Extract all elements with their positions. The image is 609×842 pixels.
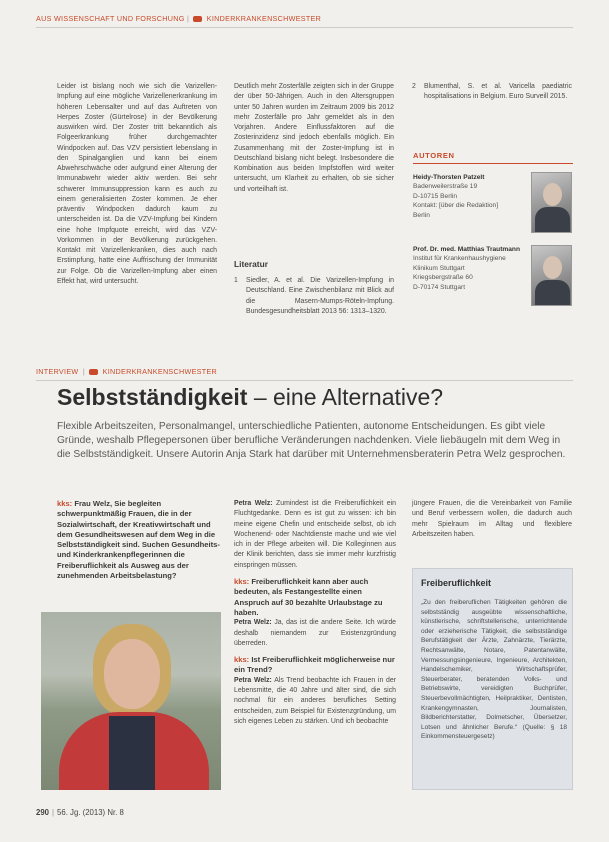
answer-text: Als Trend beobachte ich Frauen in der Lebensmitte, die 40 Jahre und älter sind, die sich nochmal für ein anderes berufliches Setting entscheiden, zum Beispiel für Existenzgründung, um sich eigenes Leben zu stärken. Und ich beobachte — [234, 676, 396, 725]
literature-list — [234, 276, 394, 317]
author-2-address-line: D-70174 Stuttgart — [413, 283, 466, 291]
author-1-photo — [531, 172, 572, 233]
author-2 — [413, 245, 523, 292]
journal-issue: 56. Jg. (2013) Nr. 8 — [57, 808, 124, 817]
author-1-city: Berlin — [413, 211, 430, 219]
stethoscope-icon — [89, 369, 98, 375]
article-column-2: Deutlich mehr Zosterfälle zeigten sich in der Gruppe der über 50-Jährigen. Auch in den Altersgruppen unter 50 Jahren wurden im Zeitraum 2009 bis 2012 mehr Zosterfälle pro Jahr gemeldet als in den Vorjahren. Andere Einflussfaktoren auf die Zosterinzidenz sind jedoch ebenfalls möglich. Ein Zusammenhang mit der Zoster-Impfung ist in Deutschland bislang nicht belegt. Insbesondere die Kombination aus beiden Impfstoffen wird weiter untersucht, um Klarheit zu erhalten, ob sie sicher und vorteilhaft ist. — [234, 83, 394, 193]
reference-text: Blumenthal, S. et al. Varicella paediatric hospitalisations in Belgium. Euro Surveill 2015. — [424, 83, 572, 101]
reference-list — [412, 82, 572, 103]
reference-number: 2 — [412, 83, 416, 90]
answer-3 — [234, 676, 396, 727]
info-box — [412, 568, 573, 790]
question-text: Freiberuflichkeit kann aber auch bedeuten, als Festangestellte einen Anspruch auf 30 bezahlte Urlaubstage zu haben. — [234, 577, 383, 617]
answer-speaker: Petra Welz: — [234, 619, 272, 627]
question-text: Frau Welz, Sie begleiten schwerpunktmäßig Frauen, die in der Sozialwirtschaft, der Kreativwirtschaft und dem Gesundheitswesen auf dem Weg in die Selbstständigkeit sind. Suchen Gesundheits- und Kinderkrankenpflegerinnen die Freiberuflichkeit als Ausweg aus der zunehmenden Arbeitsbelastung? — [57, 499, 220, 581]
title-rest: – eine Alternative? — [247, 384, 444, 410]
header-section: AUS WISSENSCHAFT UND FORSCHUNG — [36, 14, 185, 23]
answer-speaker: Petra Welz: — [234, 500, 273, 507]
answer-1 — [234, 499, 396, 571]
question-speaker: kks: — [234, 577, 250, 587]
interview-column-1 — [57, 499, 221, 581]
answer-3-continued: jüngere Frauen, die die Vereinbarkeit von Familie und Beruf verbessern wollen, die dadurch auch mehr Spielraum im Alltag und flexiblere Arbeitszeiten haben. — [412, 500, 572, 538]
interviewee-photo — [41, 612, 221, 790]
section-label — [36, 367, 573, 379]
title-bold: Selbstständigkeit — [57, 384, 248, 410]
question-2 — [234, 577, 396, 618]
section-rule — [36, 380, 573, 381]
literature-item — [234, 276, 394, 317]
literature-heading: Literatur — [234, 259, 268, 269]
header-rule — [36, 27, 573, 28]
article-column-1: Leider ist bislang noch wie sich die Varizellen-Impfung auf eine mögliche Varizellenerkrankung im höheren Lebensalter und auf das Auftreten von Herpes Zoster (Gürtelrose) in der Bevölkerung auswirken wird. Der Zoster tritt bekanntlich als Folgeerkrankung früher durchgemachter Windpocken auf. Das VZV persistiert lebenslang in den Spinalganglien und kann bei einem Abwehrschwäche oder aufgrund einer Alterung der Immunabwehr wieder aktiv werden. Bei sehr schwerer Immunsuppression kann es auch zu einem generalisierten Zoster kommen. Je eher präventiv Windpocken dadurch kaum zu unterscheiden ist. Da die VZV-Impfung bei Kindern eine hohe Impfquote erreicht, wird das VZV-Vorkommen in der Bevölkerung zurückgehen. Kontakt mit Varizellenkranken, dies auch nach Erstimpfung, hatte eine Auffrischung der Immunität zur Folge. Ob die Varizellen-Impfung aber einen Effekt hat, wird untersucht. — [57, 83, 217, 285]
question-speaker: kks: — [234, 655, 250, 665]
info-box-text: „Zu den freiberuflichen Tätigkeiten gehören die selbstständig ausgeübte wissenschaftliche, künstlerische, schriftstellerische, unterrichtende oder erzieherische Tätigkeit, die selbstständige Berufstätigkeit der Ärzte, Zahnärzte, Tierärzte, Rechtsanwälte, Notare, Patentanwälte, Vermessungsingenieure, Ingenieure, Architekten, Handelschemiker, Wirtschaftsprüfer, Steuerberater, beratenden Volks- und Betriebswirte, vereidigten Buchprüfer, Steuerbevollmächtigten, Heilpraktiker, Dentisten, Krankengymnasten, Journalisten, Bildberichterstatter, Dolmetscher, Übersetzer, Lotsen und ähnlicher Berufe.“ (Quelle: § 18 Einkommensteuergesetz) — [421, 599, 567, 741]
authors-heading: AUTOREN — [413, 151, 455, 160]
info-box-title: Freiberuflichkeit — [421, 578, 492, 588]
authors-rule — [413, 163, 573, 164]
page-number: 290 — [36, 808, 50, 817]
author-2-name: Prof. Dr. med. Matthias Trautmann — [413, 246, 520, 253]
footer-separator: | — [52, 808, 55, 817]
answer-2 — [234, 618, 396, 649]
author-1-address-line: Badenweilerstraße 19 — [413, 183, 478, 191]
question-1 — [57, 499, 221, 581]
reference-item — [412, 82, 572, 103]
literature-number: 1 — [234, 277, 238, 284]
author-2-address-line: Kriegsbergstraße 60 — [413, 274, 473, 282]
question-text: Ist Freiberuflichkeit möglicherweise nur ein Trend? — [234, 655, 395, 675]
answer-speaker: Petra Welz: — [234, 676, 272, 684]
article-title — [57, 384, 443, 411]
section-interview: INTERVIEW — [36, 367, 79, 376]
literature-text: Siedler, A. et al. Die Varizellen-Impfung in Deutschland. Eine Zwischenbilanz mit Blick auf die Masern-Mumps-Röteln-Impfung. Bundesgesundheitsblatt 2013 56: 1313–1320. — [246, 277, 394, 315]
running-header — [36, 14, 573, 26]
author-2-photo — [531, 245, 572, 306]
answer-text: Ja, das ist die andere Seite. Ich würde deshalb niemandem zur Existenzgründung überreden. — [234, 619, 396, 647]
page-footer — [36, 808, 124, 817]
author-2-address-line: Institut für Krankenhaushygiene — [413, 255, 506, 263]
header-topic: KINDERKRANKENSCHWESTER — [206, 14, 322, 23]
interview-column-2 — [234, 499, 396, 727]
stethoscope-icon — [193, 16, 202, 22]
author-1-address-line: D-10715 Berlin — [413, 192, 457, 200]
article-lead: Flexible Arbeitszeiten, Personalmangel, unterschiedliche Patienten, autonome Entscheidungen. Es gibt viele Gründe, weshalb Pflegepersonen über berufliche Veränderungen nachdenken. Viele liebäugeln mit dem Weg in die Selbstständigkeit. Unsere Autorin Anja Stark hat darüber mit Unternehmensberaterin Petra Welz gesprochen. — [57, 421, 566, 460]
header-separator: | — [186, 14, 190, 23]
author-2-address-line: Klinikum Stuttgart — [413, 264, 465, 272]
section-separator: | — [82, 367, 85, 376]
interview-column-3 — [412, 499, 572, 540]
author-1 — [413, 173, 523, 220]
section-topic: KINDERKRANKENSCHWESTER — [102, 367, 218, 376]
author-1-name: Heidy-Thorsten Patzelt — [413, 174, 485, 181]
question-3 — [234, 655, 396, 676]
author-1-contact: Kontakt: [über die Redaktion] — [413, 202, 499, 210]
question-speaker: kks: — [57, 499, 73, 508]
answer-text: Zumindest ist die Freiberuflichkeit ein Fluchtgedanke. Denn es ist gut zu wissen: ich bin meine eigene Chefin und entscheide selbst, ob ich Wochenend- oder Nachtdienste mache und wie viel ich in der Pflege arbeiten will. Die Kolleginnen aus der Klinik berichten, dass sie immer mehr kurzfristig einspringen müssen. — [234, 500, 396, 569]
